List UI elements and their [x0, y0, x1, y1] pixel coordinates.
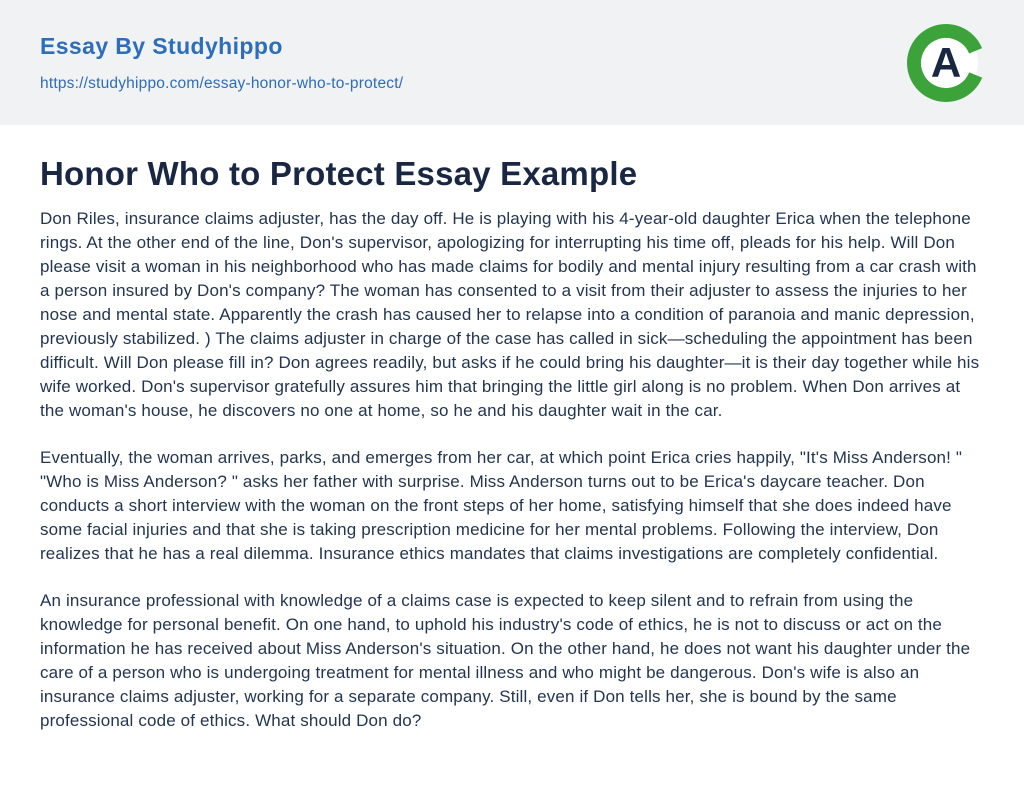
page-header [0, 0, 1024, 125]
essay-paragraph: Don Riles, insurance claims adjuster, has the day off. He is playing with his 4-year-old daughter Erica when the telephone rings. At the other end of the line, Don's supervisor, apologizing for interrupting his time off, pleads for his help. Will Don please visit a woman in his neighborhood who has made claims for bodily and mental injury resulting from a car crash with a person insured by Don's company? The woman has consented to a visit from their adjuster to assess the injuries to her nose and mental state. Apparently the crash has caused her to relapse into a condition of paranoia and manic depression, previously stabilized. ) The claims adjuster in charge of the case has called in sick—scheduling the appointment has been difficult. Will Don please fill in? Don agrees readily, but asks if he could bring his daughter—it is their day together while his wife worked. Don's supervisor gratefully assures him that bringing the little girl along is no problem. When Don arrives at the woman's house, he discovers no one at home, so he and his daughter wait in the car. [40, 209, 980, 420]
header-text-block [40, 33, 403, 93]
essay-url-link[interactable]: https://studyhippo.com/essay-honor-who-to-protect/ [40, 74, 404, 92]
logo-letter: A [930, 38, 962, 86]
site-title: Essay By Studyhippo [40, 32, 283, 59]
essay-title: Honor Who to Protect Essay Example [40, 155, 638, 192]
essay-paragraph: Eventually, the woman arrives, parks, and emerges from her car, at which point Erica cries happily, "It's Miss Anderson! " "Who is Miss Anderson? " asks her father with surprise. Miss Anderson turns out to be Erica's daycare teacher. Don conducts a short interview with the woman on the front steps of her home, satisfying himself that she does indeed have some facial injuries and that she is taking prescription medicine for her mental problems. Following the interview, Don realizes that he has a real dilemma. Insurance ethics mandates that claims investigations are completely confidential. [40, 448, 963, 563]
essay-paragraph: An insurance professional with knowledge of a claims case is expected to keep silent and to refrain from using the knowledge for personal benefit. On one hand, to uphold his industry's code of ethics, he is not to discuss or act on the information he has received about Miss Anderson's situation. On the other hand, he does not want his daughter under the care of a person who is undergoing treatment for mental illness and who might be dangerous. Don's wife is also an insurance claims adjuster, working for a separate company. Still, even if Don tells her, she is bound by the same professional code of ethics. What should Don do? [40, 591, 971, 730]
studyhippo-logo [906, 23, 986, 103]
essay-content [0, 154, 1024, 733]
